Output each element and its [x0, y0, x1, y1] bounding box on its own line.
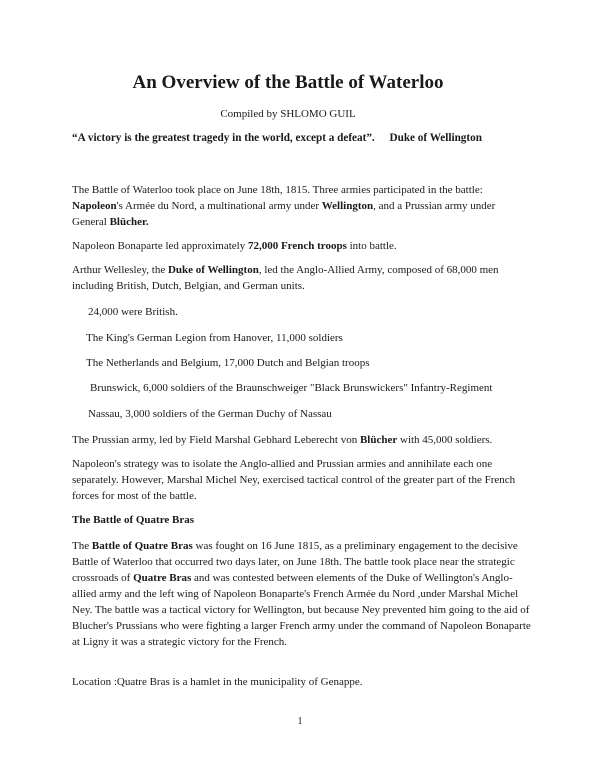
intro-text-1: The Battle of Waterloo took place on June 18th, 1815. Three armies participated in the battle:	[72, 184, 483, 196]
prussian-paragraph	[72, 432, 532, 448]
section-heading: The Battle of Quatre Bras	[72, 514, 195, 526]
prussian-blucher-bold: Blücher	[359, 434, 398, 446]
intro-text-3: , and a Prussian army under General	[72, 200, 496, 228]
quatre-text-1: The	[72, 540, 92, 552]
unit-item: The King's German Legion from Hanover, 11,000 soldiers	[86, 332, 343, 344]
wellesley-paragraph	[72, 262, 532, 294]
intro-paragraph	[72, 182, 532, 230]
unit-item: Brunswick, 6,000 soldiers of the Braunschweiger "Black Brunswickers" Infantry-Regiment	[90, 382, 493, 394]
location-paragraph: Location :Quatre Bras is a hamlet in the municipality of Genappe.	[72, 676, 363, 688]
quatre-bras-paragraph	[72, 538, 532, 650]
quatre-text-3: and was contested between elements of the Duke of Wellington's Anglo-allied army and the left wing of Napoleon Bonaparte's French Armée du Nord ,under Marshal Michel Ney. The battle was a tactical victory for Wellington, but because Ney prevented him going to the aid of Blucher's Prussians who were fighting a larger French army under the command of Napoleon Bonaparte at Ligny it was a strategic victory for the French.	[72, 572, 531, 648]
quote-text: “A victory is the greatest tragedy in the world, except a defeat”.	[72, 132, 375, 144]
duke-bold: Duke of Wellington	[167, 264, 259, 276]
unit-item: The Netherlands and Belgium, 17,000 Dutch and Belgian troops	[86, 357, 370, 369]
napoleon-text-1: Napoleon Bonaparte led approximately	[72, 240, 248, 252]
blucher-bold: Blücher.	[109, 216, 149, 228]
wellington-bold: Wellington	[321, 200, 374, 212]
epigraph-quote	[72, 132, 482, 144]
intro-text-2: 's Armée du Nord, a multinational army under	[116, 200, 322, 212]
napoleon-bold: Napoleon	[72, 200, 117, 212]
strategy-paragraph: Napoleon's strategy was to isolate the Anglo-allied and Prussian armies and annihilate each one separately. However, Marshal Michel Ney, exercised tactical control of the greater part of the French forces for most of the battle.	[72, 458, 516, 502]
page-number: 1	[297, 716, 303, 727]
napoleon-text-2: into battle.	[346, 240, 397, 252]
wellesley-text-2: , led the Anglo-Allied Army, composed of 68,000 men including British, Dutch, Belgian, and German units.	[72, 264, 499, 292]
quote-attribution: Duke of Wellington	[389, 132, 482, 144]
troops-bold: 72,000 French troops	[247, 240, 347, 252]
quatre-bold-2: Quatre Bras	[133, 572, 192, 584]
napoleon-paragraph	[72, 238, 532, 254]
unit-item: Nassau, 3,000 soldiers of the German Duchy of Nassau	[88, 408, 332, 420]
prussian-text-2: with 45,000 soldiers.	[397, 434, 493, 446]
compiled-by-line: Compiled by SHLOMO GUIL	[220, 108, 356, 120]
unit-item: 24,000 were British.	[88, 306, 178, 318]
quatre-bold-1: Battle of Quatre Bras	[91, 540, 193, 552]
quatre-text-2: was fought on 16 June 1815, as a preliminary engagement to the decisive Battle of Waterloo that occurred two days later, on June 18th. The battle took place near the strategic crossroads of	[72, 540, 518, 584]
prussian-text-1: The Prussian army, led by Field Marshal Gebhard Leberecht von	[72, 434, 360, 446]
document-title: An Overview of the Battle of Waterloo	[132, 72, 444, 93]
wellesley-text-1: Arthur Wellesley, the	[72, 264, 168, 276]
